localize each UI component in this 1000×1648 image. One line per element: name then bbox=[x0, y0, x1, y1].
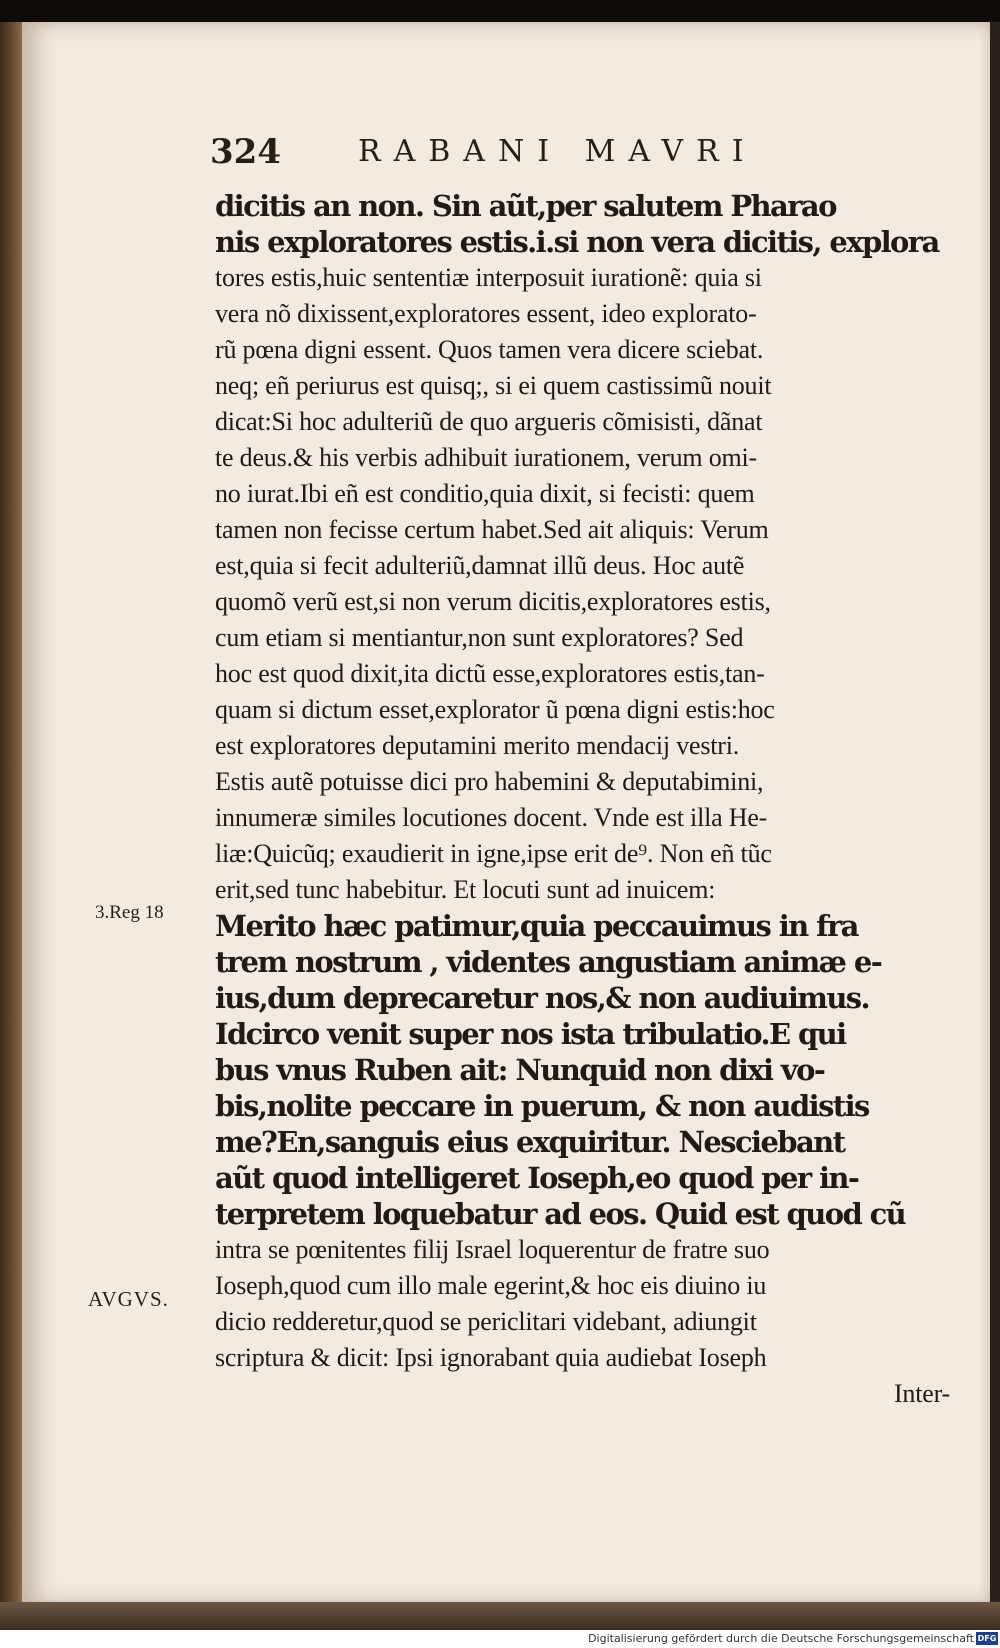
book-spine bbox=[0, 22, 22, 1602]
page-bottom-edge bbox=[0, 1602, 1000, 1630]
top-border bbox=[0, 0, 1000, 22]
text-line: nis exploratores estis.i.si non vera dicitis, explora bbox=[215, 225, 939, 259]
text-line: bus vnus Ruben ait: Nunquid non dixi vo- bbox=[215, 1053, 825, 1087]
text-line: rũ pœna digni essent. Quos tamen vera dicere sciebat. bbox=[215, 335, 764, 364]
text-line: aũt quod intelligeret Ioseph,eo quod per in- bbox=[215, 1161, 859, 1195]
text-line: me?En,sanguis eius exquiritur. Nesciebant bbox=[215, 1125, 845, 1159]
text-line: Idcirco venit super nos ista tribulatio.E qui bbox=[215, 1017, 846, 1051]
text-line: quam si dictum esset,explorator ũ pœna digni estis:hoc bbox=[215, 695, 775, 724]
text-line: innumeræ similes locutiones docent. Vnde est illa He- bbox=[215, 803, 768, 832]
digitization-footer bbox=[0, 1630, 1000, 1648]
text-line: te deus.& his verbis adhibuit iurationem, verum omi- bbox=[215, 443, 757, 472]
text-line: dicat:Si hoc adulteriũ de quo argueris cõmisisti, dãnat bbox=[215, 407, 763, 436]
footer-credit: Digitalisierung gefördert durch die Deutsche Forschungsgemeinschaft bbox=[588, 1632, 974, 1645]
text-line: tamen non fecisse certum habet.Sed ait aliquis: Verum bbox=[215, 515, 769, 544]
text-line: neq; eñ periurus est quisq;, si ei quem castissimũ nouit bbox=[215, 371, 772, 400]
text-line: cum etiam si mentiantur,non sunt exploratores? Sed bbox=[215, 623, 744, 652]
body-text bbox=[215, 188, 950, 1412]
margin-reference: 3.Reg 18 bbox=[95, 902, 164, 923]
text-line: dicio redderetur,quod se periclitari videbant, adiungit bbox=[215, 1307, 757, 1336]
text-line: scriptura & dicit: Ipsi ignorabant quia audiebat Ioseph bbox=[215, 1343, 767, 1372]
text-line: vera nõ dixissent,exploratores essent, ideo explorato- bbox=[215, 299, 757, 328]
text-line: tores estis,huic sententiæ interposuit iurationẽ: quia si bbox=[215, 263, 762, 292]
text-line: dicitis an non. Sin aũt,per salutem Pharao bbox=[215, 189, 836, 223]
text-line: liæ:Quicũq; exaudierit in igne,ipse erit de⁹. Non eñ tũc bbox=[215, 839, 772, 868]
text-line: Inter- bbox=[893, 1379, 950, 1408]
text-line: ius,dum deprecaretur nos,& non audiuimus. bbox=[215, 981, 870, 1015]
text-line: Ioseph,quod cum illo male egerint,& hoc eis diuino iu bbox=[215, 1271, 767, 1300]
text-line: bis,nolite peccare in puerum, & non audistis bbox=[215, 1089, 869, 1123]
text-line: no iurat.Ibi eñ est conditio,quia dixit, si fecisti: quem bbox=[215, 479, 755, 508]
text-line: Merito hæc patimur,quia peccauimus in fra bbox=[215, 909, 858, 943]
running-title: RABANI MAVRI bbox=[358, 134, 757, 169]
text-line: terpretem loquebatur ad eos. Quid est quod cũ bbox=[215, 1197, 906, 1231]
text-line: quomõ verũ est,si non verum dicitis,exploratores estis, bbox=[215, 587, 771, 616]
text-line: Estis autẽ potuisse dici pro habemini & deputabimini, bbox=[215, 767, 764, 796]
page-number: 324 bbox=[210, 132, 281, 172]
text-line: erit,sed tunc habebitur. Et locuti sunt ad inuicem: bbox=[215, 875, 716, 904]
text-line: hoc est quod dixit,ita dictũ esse,exploratores estis,tan- bbox=[215, 659, 765, 688]
margin-author: AVGVS. bbox=[88, 1287, 169, 1311]
text-line: trem nostrum , videntes angustiam animæ e- bbox=[215, 945, 882, 979]
text-line: intra se pœnitentes filij Israel loquerentur de fratre suo bbox=[215, 1235, 770, 1264]
running-head bbox=[210, 132, 870, 178]
text-line: est,quia si fecit adulteriũ,damnat illũ deus. Hoc autẽ bbox=[215, 551, 745, 580]
text-line: est exploratores deputamini merito mendacij vestri. bbox=[215, 731, 740, 760]
dfg-logo: DFG bbox=[977, 1634, 997, 1643]
